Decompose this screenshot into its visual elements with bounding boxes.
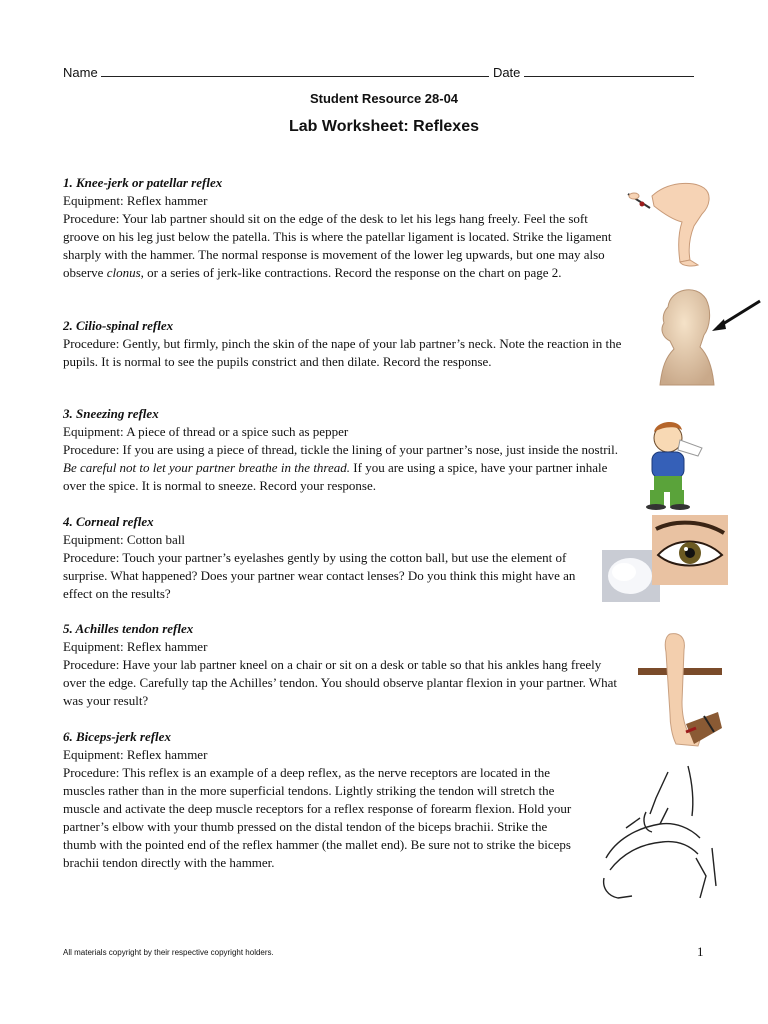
- equipment-line: Equipment: Reflex hammer: [63, 639, 208, 654]
- biceps-jerk-illustration: [596, 758, 718, 904]
- copyright-notice: All materials copyright by their respective copyright holders.: [63, 948, 274, 957]
- eye-image: [652, 515, 728, 585]
- name-date-line: [63, 64, 703, 80]
- procedure-text: Procedure: Have your lab partner kneel on a chair or sit on a desk or table so that his ankles hang freely over the edge. Carefully tap the Achilles’ tendon. You should observe plantar flexion in your partner. What was your result?: [63, 657, 618, 708]
- section-heading: 2. Cilio-spinal reflex: [63, 318, 174, 333]
- equipment-line: Equipment: Reflex hammer: [63, 193, 208, 208]
- section-sneezing: [63, 405, 618, 495]
- procedure-text: Procedure: This reflex is an example of a deep reflex, as the nerve receptors are located in the muscles rather than in the more superficial tendons. Lightly striking the tendon will stretch the muscle and activate the deep muscle receptors for a reflex response of forearm flexion. Hold your partner’s elbow with your thumb pressed on the distal tendon of the biceps brachii. Strike the thumb with the pointed end of the reflex hammer (the mallet end). Be sure not to strike the biceps brachii tendon directly with the hammer.: [63, 765, 572, 870]
- section-heading: 4. Corneal reflex: [63, 514, 154, 529]
- equipment-line: Equipment: Cotton ball: [63, 532, 186, 547]
- section-heading: 5. Achilles tendon reflex: [63, 621, 194, 636]
- name-label: Name: [63, 65, 98, 80]
- section-knee-jerk: [63, 174, 618, 282]
- section-cilio-spinal: [63, 317, 623, 371]
- section-heading: 1. Knee-jerk or patellar reflex: [63, 175, 223, 190]
- sneezing-boy-illustration: [636, 418, 716, 510]
- knee-jerk-illustration: [622, 170, 718, 270]
- section-heading: 6. Biceps-jerk reflex: [63, 729, 171, 744]
- section-heading: 3. Sneezing reflex: [63, 406, 159, 421]
- procedure-text: Procedure: Your lab partner should sit on the edge of the desk to let his legs hang freely. Feel the soft groove on his leg just below the patella. This is where the patellar ligament is located. Strike the ligament sharply with the hammer. The normal response is movement of the lower leg upwards, but one may also observe clonus, or a series of jerk-like contractions. Record the response on the chart on page 2.: [63, 211, 612, 280]
- achilles-illustration: [636, 632, 722, 754]
- equipment-line: Equipment: Reflex hammer: [63, 747, 208, 762]
- procedure-text: Procedure: If you are using a piece of thread, tickle the lining of your partner’s nose, just inside the nostril. Be careful not to let your partner breathe in the thread. If you are using a spice, have your partner inhale over the spice. It is normal to sneeze. Record your response.: [63, 442, 618, 493]
- procedure-text: Procedure: Gently, but firmly, pinch the skin of the nape of your lab partner’s neck. Note the reaction in the pupils. It is normal to see the pupils constrict and then dilate. Record the response.: [63, 336, 622, 369]
- section-corneal: [63, 513, 588, 603]
- date-label: Date: [492, 65, 521, 80]
- page-number: 1: [697, 944, 704, 959]
- resource-label: Student Resource 28-04: [309, 91, 459, 106]
- date-blank[interactable]: [524, 64, 694, 77]
- section-biceps-jerk: [63, 728, 583, 872]
- section-achilles: [63, 620, 623, 710]
- mannequin-head-illustration: [640, 285, 768, 395]
- procedure-text: Procedure: Touch your partner’s eyelashes gently by using the cotton ball, but use the element of surprise. What happened? Does your partner wear contact lenses? Do you think this might have an effect on the results?: [63, 550, 576, 601]
- equipment-line: Equipment: A piece of thread or a spice such as pepper: [63, 424, 349, 439]
- name-blank[interactable]: [101, 64, 489, 77]
- page-title: Lab Worksheet: Reflexes: [289, 118, 479, 135]
